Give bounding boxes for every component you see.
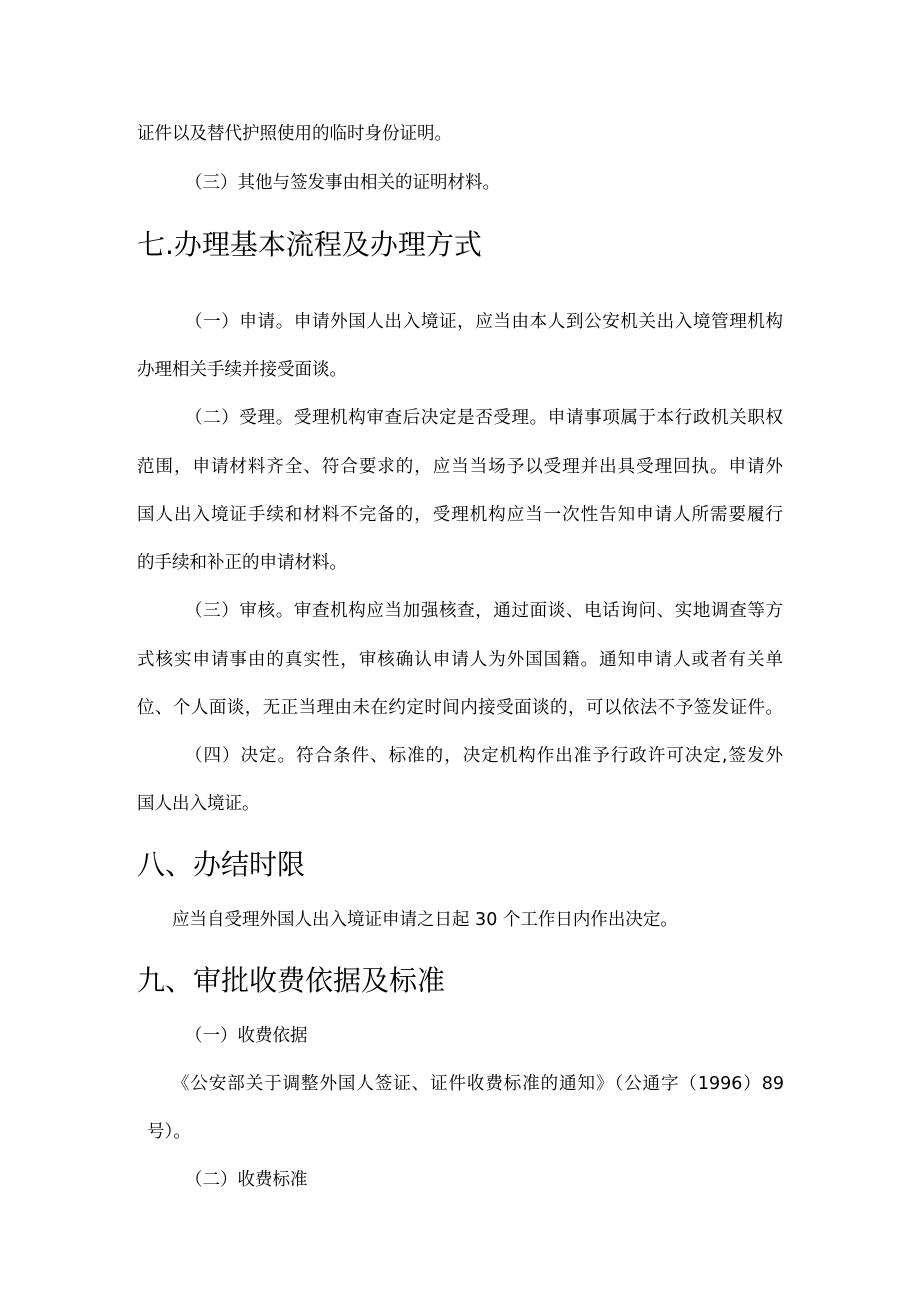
section-heading-7: 七.办理基本流程及办理方式 [137,228,482,261]
paragraph-line: 国人出入境证手续和材料不完备的，受理机构应当一次性告知申请人所需要履行 [137,505,783,525]
paragraph-line: 号）。 [147,1122,191,1142]
paragraph-line: 的手续和补正的申请材料。 [137,553,347,573]
paragraph-line: 式核实申请事由的真实性，审核确认申请人为外国国籍。通知申请人或者有关单 [137,650,783,670]
paragraph-line: 办理相关手续并接受面谈。 [137,360,347,380]
paragraph-line: 证件以及替代护照使用的临时身份证明。 [137,124,452,144]
paragraph-line: 应当自受理外国人出入境证申请之日起 30 个工作日内作出决定。 [172,910,678,930]
paragraph-line: 《公安部关于调整外国人签证、证件收费标准的通知》（公通字（1996）89 [172,1074,784,1094]
paragraph-line: （一）申请。申请外国人出入境证，应当由本人到公安机关出入境管理机构 [185,312,783,332]
paragraph-line: （二）收费标准 [185,1170,308,1190]
paragraph-line: （三）审核。审查机构应当加强核查，通过面谈、电话询问、实地调查等方 [185,601,783,621]
paragraph-line: （四）决定。符合条件、标准的，决定机构作出准予行政许可决定,签发外 [185,746,783,766]
paragraph-line: （三）其他与签发事由相关的证明材料。 [185,173,500,193]
paragraph-line: 范围，申请材料齐全、符合要求的，应当当场予以受理并出具受理回执。申请外 [137,457,783,477]
section-heading-8: 八、办结时限 [137,848,306,881]
paragraph-line: （一）收费依据 [185,1026,308,1046]
paragraph-line: 国人出入境证。 [137,794,260,814]
section-heading-9: 九、审批收费依据及标准 [137,964,446,997]
paragraph-line: （二）受理。受理机构审查后决定是否受理。申请事项属于本行政机关职权 [185,408,783,428]
paragraph-line: 位、个人面谈，无正当理由未在约定时间内接受面谈的，可以依法不予签发证件。 [137,698,783,718]
